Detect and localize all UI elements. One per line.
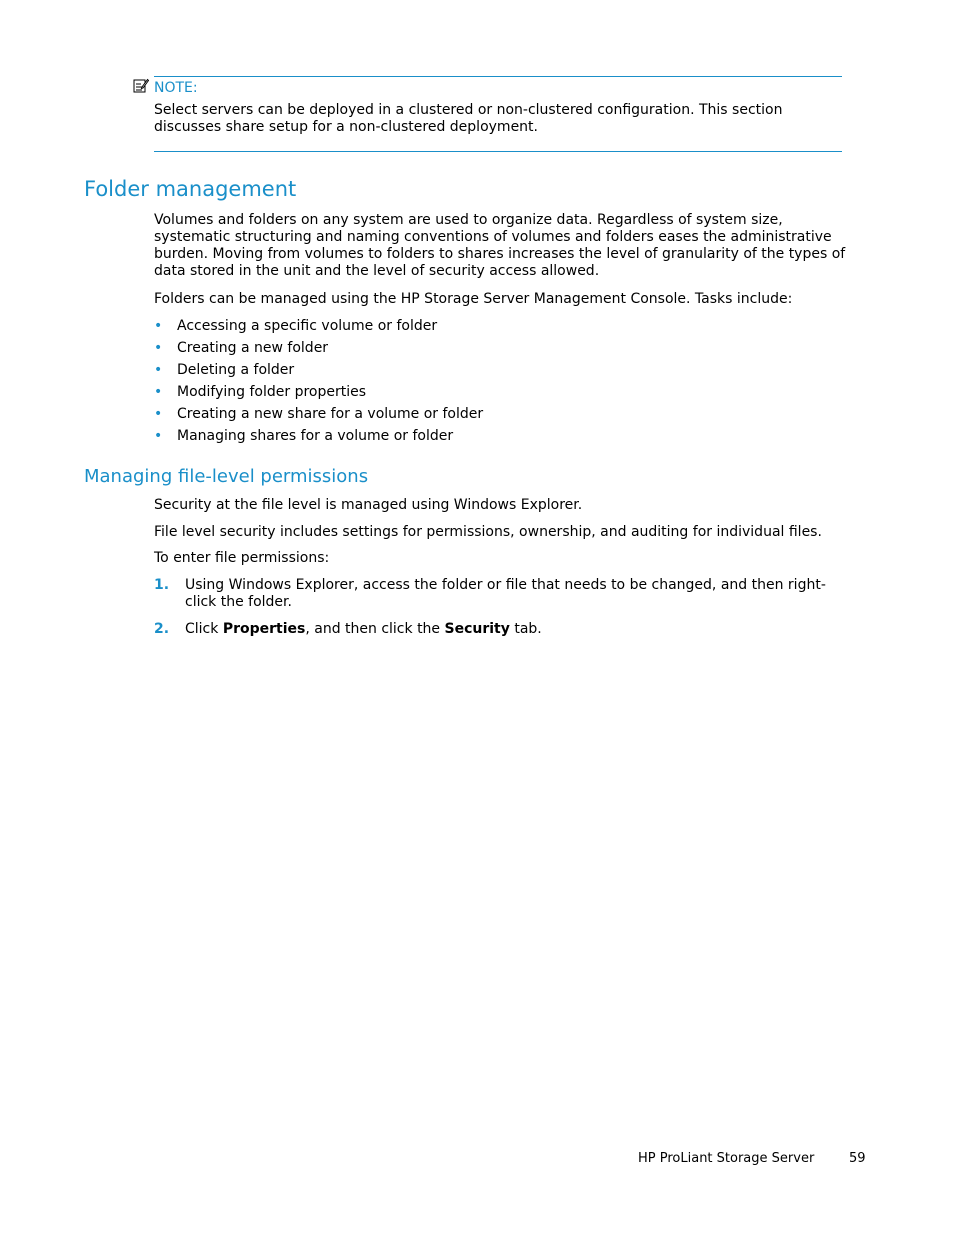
task-text: Modifying folder properties [177,384,367,400]
note-top-rule [154,76,842,77]
bullet-icon: • [154,428,163,444]
footer-title: HP ProLiant Storage Server [638,1151,815,1166]
note-text: Select servers can be deployed in a clustered or non-clustered configuration. This section discusses share setup for a non-clustered deployment. [154,102,783,135]
bullet-icon: • [154,362,163,378]
task-text: Creating a new folder [177,340,329,356]
folder-management-para1: Volumes and folders on any system are used to organize data. Regardless of system size, systematic structuring and naming conventions of volumes and folders eases the administrative burden. Moving from volumes to folders to shares increases the level of granularity of the types of data stored in the unit and the level of security access allowed. [154,212,846,279]
step-number: 2. [154,621,170,637]
bullet-icon: • [154,318,163,334]
note-header [133,78,198,97]
list-item [154,315,483,337]
properties-term: Properties [222,621,306,637]
step-text-mid: , and then click the [305,621,445,637]
permissions-para3: To enter file permissions: [154,550,330,566]
bullet-icon: • [154,406,163,422]
list-item [154,337,483,359]
permissions-para1: Security at the file level is managed using Windows Explorer. [154,497,583,513]
permissions-heading: Managing file-level permissions [84,466,369,487]
task-list [154,315,483,447]
step-1 [154,577,845,611]
step-text [185,621,845,638]
list-item [154,359,483,381]
note-pencil-icon [133,78,149,97]
security-term: Security [444,621,510,637]
permissions-para2: File level security includes settings for permissions, ownership, and auditing for individual files. [154,524,822,540]
step-2 [154,621,845,638]
task-text: Managing shares for a volume or folder [177,428,454,444]
task-text: Accessing a specific volume or folder [177,318,438,334]
bullet-icon: • [154,384,163,400]
bullet-icon: • [154,340,163,356]
page-number: 59 [849,1151,866,1166]
task-text: Deleting a folder [177,362,295,378]
note-bottom-rule [154,151,842,152]
note-label: NOTE: [154,79,198,96]
step-text: Using Windows Explorer, access the folder or file that needs to be changed, and then right-click the folder. [185,577,826,610]
step-number: 1. [154,577,170,593]
folder-management-heading: Folder management [84,177,297,201]
task-text: Creating a new share for a volume or folder [177,406,484,422]
list-item [154,403,483,425]
step-text-post: tab. [509,621,542,637]
list-item [154,381,483,403]
folder-management-para2: Folders can be managed using the HP Storage Server Management Console. Tasks include: [154,291,793,307]
step-text-pre: Click [185,621,223,637]
list-item [154,425,483,447]
